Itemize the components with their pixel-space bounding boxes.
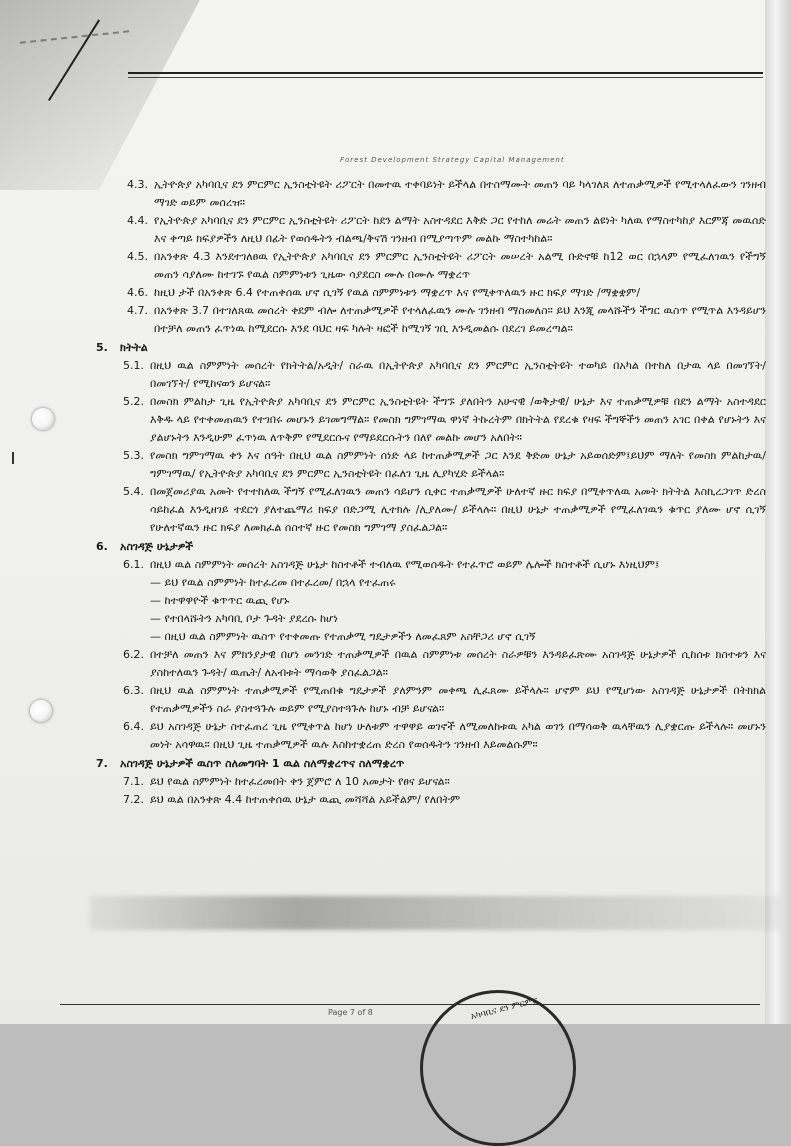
header-rule-thin [128, 77, 763, 78]
list-bullet: — ይህ የዉል ስምምነት ከተፈረመ በተፈረመ/ በኋላ የተፈጠሩ [150, 576, 396, 589]
clause-number: 4.6. [127, 286, 148, 299]
clause-text: ይህ ዉል በአንቀጽ 4.4 ከተጠቀሰዉ ሁኔታ ዉጪ መሻሻል አይችልም/ የለበትም [150, 793, 461, 806]
clause-item [96, 682, 766, 718]
clause-item [96, 176, 766, 212]
clause-text: በአንቀጽ 3.7 በተገለጸዉ መሰረት ቀደም ብሎ ለተጠቃሚዎች የተላለፈዉን ሙሉ ገንዘብ ማስመለስ። ይህ እንጂ መላሹችን ችግር ዉስጥ የሚጥል እንዳይሆን በተቻለ መጠን ፈጥነዉ ከሚደርሱ እንደ ባህር ዛፍ ካሉት ዛፎች ከሚገኝ ገቢ እንዲመልሱ በደረገ ይመረጣል። [154, 304, 766, 335]
clause-item [96, 646, 766, 682]
clause-item [96, 718, 766, 754]
header-rule [128, 72, 763, 74]
section-heading [96, 755, 766, 773]
list-bullet: — የተበላሹትን አካባቢ ቦታ ጉዳት ያደረሱ ከሆነ [150, 612, 338, 625]
scan-smudge [90, 896, 780, 930]
clause-item [96, 483, 766, 537]
clause-item [96, 284, 766, 302]
running-header: Forest Development Strategy Capital Management [340, 156, 565, 164]
clause-text: በአንቀጽ 4.3 እንደተገለፀዉ የኢትዮጵያ አካባቢና ደን ምርምር ኢንስቲትዩት ሪፖርት መሠረት አልሚ ቡድኖቹ ከ12 ወር በኋላም የሚፈለገዉን የችግኝ መጠን ሳያለሙ ከተገኙ የዉል ስምምነቱን ጊዜው ሳያደርስ ሙሉ በሙሉ ማቋረጥ [154, 250, 766, 281]
sections [96, 339, 766, 809]
clause-text: ይህ የዉል ስምምነት ከተፈረመበት ቀን ጀምሮ ለ 10 አመታት የፀና ይሆናል። [150, 775, 450, 788]
list-bullet: — ከተዋዋዮች ቁጥጥር ዉጪ የሆኑ [150, 594, 290, 607]
section-heading [96, 339, 766, 357]
clause-number: 5.4. [123, 485, 144, 498]
clause-number: 5.3. [123, 449, 144, 462]
clause-number: 6.1. [123, 558, 144, 571]
clause-item [96, 556, 766, 574]
clause-text: በዚህ ዉል ስምምነት መሰረት አስገዳጅ ሁኔታ ከስተቶች ተብለዉ የሚወሰዱት የተፈጥሮ ወይም ሌሎች ክስተቶች ሲሆኑ እነዚህም፤ [150, 558, 660, 571]
clause-4-items [96, 176, 766, 338]
document-body [96, 176, 766, 809]
section-title: አስገዳጅ ሁኔታዎች [120, 540, 194, 553]
stacked-pages-edge [765, 0, 791, 1024]
section-number: 6. [96, 540, 108, 553]
section-number: 5. [96, 341, 108, 354]
clause-number: 6.2. [123, 648, 144, 661]
stamp-text: አካባቢና ደን ምርምር [469, 995, 539, 1023]
section-title: አስገዳጅ ሁኔታዎች ዉስጥ ስለመግባት 1 ዉል ስለማቋረጥና ስለማቋረጥ [120, 757, 405, 770]
clause-text: በዚህ ዉል ስምምነት ተጠቃሚዎች የሚጠበቁ ግዴታዎች ያለምንም መቀጫ ሊፈጸሙ ይችላሉ። ሆኖም ይህ የሚሆነው አስገዳጅ ሁኔታዎች በትክክል የተጠቃሚዎችን ስራ ያስተጓጉሉ ወይም የሚያስተጓጉሉ ከሆኑ ብቻ ይሆናል። [150, 684, 766, 715]
section-title: ክትትል [120, 341, 148, 354]
clause-item [96, 773, 766, 791]
page-number: Page 7 of 8 [328, 1008, 373, 1017]
clause-item [96, 447, 766, 483]
clause-item [96, 791, 766, 809]
clause-item [96, 212, 766, 248]
clause-number: 7.1. [123, 775, 144, 788]
clause-text: በመጀመሪያዉ አመት የተተከለዉ ችግኝ የሚፈለገዉን መጠን ሳይሆን ሲቀር ተጠቃሚዎች ሁለተኛ ዙር ክፍያ በሚቀጥለዉ አመት ክትትል እስኪረጋገጥ ድረስ ሳይከፈል እንዲዘገይ ተደርጎ ያለተጨማሪ ክፍያ በድጋሚ ሊተክሉ /ሊያለሙ/ ይችላሉ። በዚህ ሁኔታ ተጠቃሚዎች የሚፈለገዉን ቁጥር ያለሙ ሆኖ ሲገኝ የሁለተኛዉን ዙር ክፍያ ለመክፈል ሰስተኛ ዙር የመስክ ግምገማ ያስፈልጋል። [150, 485, 766, 534]
clause-text: በመስክ ምልከታ ጊዜ የኢትዮጵያ አካባቢና ደን ምርምር ኢንስቲትዩት ችግኙ ያለበትን አሁናዊ /ወቅታዊ/ ሁኔታ እና ተጠቃሚዎቹ በደን ልማት አስተዳደር እቅዱ ላይ የተቀመጠዉን የተገበሩ መሆኑን ይገመግማል። የመስክ ግምገማዉ ዋነኛ ትኩረትም በክትትል የደረቁ የዛፍ ችግኞችን መጠን አገር በቀል የሆኑትን እና ያልሆኑትን እንዲሁም ፈጥነዉ ለጥቅም የሚደርሱና የማይደርሱትን በለየ መልኩ መሆን አለበት። [150, 395, 766, 444]
clause-text: ኢትዮጵያ አካባቢና ደን ምርምር ኢንስቲትዩት ሪፖርት በመተዉ ተቀባይነት ይችላል በተስማሙት መጠን ባይ ካላገለጸ ለተጠቃሚዎች የሚተላለፈውን ገንዘብ ማገድ ወይም መሰረዝ። [154, 178, 766, 209]
clause-text: የኢትዮጵያ አካባቢና ደን ምርምር ኢንስቲትዩት ሪፖርት ከደን ልማት አስተዳደር እቅድ ጋር የተከለ መሬት መጠን ልዩነት ካለዉ የማስተካከያ እርምጃ መዉሰድ እና ቀጣይ ክፍያዎችን ለዚህ በፊት የወሰዱትን ብልጫ/ቅናሽ ገንዘብ በሚያጣጥም መልኩ ማስተካከል። [154, 214, 766, 245]
clause-text: በዚህ ዉል ስምምነት መሰረት የክትትል/አዲት/ ስራዉ በኢትዮጵያ አካባቢና ደን ምርምር ኢንስቲትዩት ተወካይ በአካል በተከለ በታዉ ላይ በመገኘት/ በመገኘት/ የሚከናወን ይሆናል። [150, 359, 766, 390]
clause-number: 5.1. [123, 359, 144, 372]
clause-item [96, 302, 766, 338]
clause-item [96, 357, 766, 393]
clause-number: 4.7. [127, 304, 148, 317]
clause-text: የመስክ ግምገማዉ ቀን እና ሰዓት በዚህ ዉል ስምምነት ሰነድ ላይ ከተጠቃሚዎች ጋር እንደ ቅድመ ሁኔታ አይወሰድም፤ይህም ማለት የመስክ ምልከታዉ/ ግምገማዉ/ የኢትዮጵያ አካባቢና ደን ምርምር ኢንስቲትዩት በፈለገ ጊዜ ሊያካሂድ ይችላል። [150, 449, 766, 480]
clause-number: 4.5. [127, 250, 148, 263]
clause-number: 7.2. [123, 793, 144, 806]
list-bullet: — በዚህ ዉል ስምምነት ዉስጥ የተቀመጡ የተጠቃሚ ግዴታዎችን ለመፈጸም አስቸጋሪ ሆኖ ሲገኝ [150, 630, 536, 643]
punch-hole-top [32, 408, 54, 430]
clause-item [96, 393, 766, 447]
clause-text: ከዚህ ታች በአንቀጽ 6.4 የተጠቀሰዉ ሆኖ ሲገኝ የዉል ስምምነቱን ማቋረጥ እና የሚቀጥለዉን ዙር ክፍያ ማገድ /ማቋቋም/ [154, 286, 641, 299]
section-number: 7. [96, 757, 108, 770]
margin-mark [12, 452, 14, 464]
clause-number: 6.3. [123, 684, 144, 697]
punch-hole-bottom [30, 700, 52, 722]
clause-text: በተቻለ መጠን እና ምክንያታዊ በሆነ መንገድ ተጠቃሚዎች በዉል ስምምነቱ መሰረት ስራዎቹን እንዳይፈጽሙ አስገዳጅ ሁኔታዎች ሲከሰቱ ክስተቱን እና ያስከተለዉን ጉዳት/ ዉጤት/ ለአብቱት ማሳወቅ ያስፈልጋል። [150, 648, 766, 679]
clause-number: 4.3. [127, 178, 148, 191]
clause-number: 4.4. [127, 214, 148, 227]
clause-number: 5.2. [123, 395, 144, 408]
footer-rule [60, 1004, 760, 1005]
clause-item [96, 248, 766, 284]
section-heading [96, 538, 766, 556]
clause-text: ይህ አስገዳጅ ሁኔታ ስተፈጠረ ጊዜ የሚቀጥል ከሆነ ሁለቱም ተዋዋይ ወገኖች ለሚመለከቱዉ አካል ወገን በማሳወቅ ዉላቸዉን ሊያቋርጡ ይችላሉ። መሆኑን መነት አሳዋዉ። በዚህ ጊዜ ተጠቃሚዎች ዉሉ እስከተቋረጠ ድረስ የወሰዱትን ገንዘብ እይመልሱም። [150, 720, 766, 751]
clause-number: 6.4. [123, 720, 144, 733]
